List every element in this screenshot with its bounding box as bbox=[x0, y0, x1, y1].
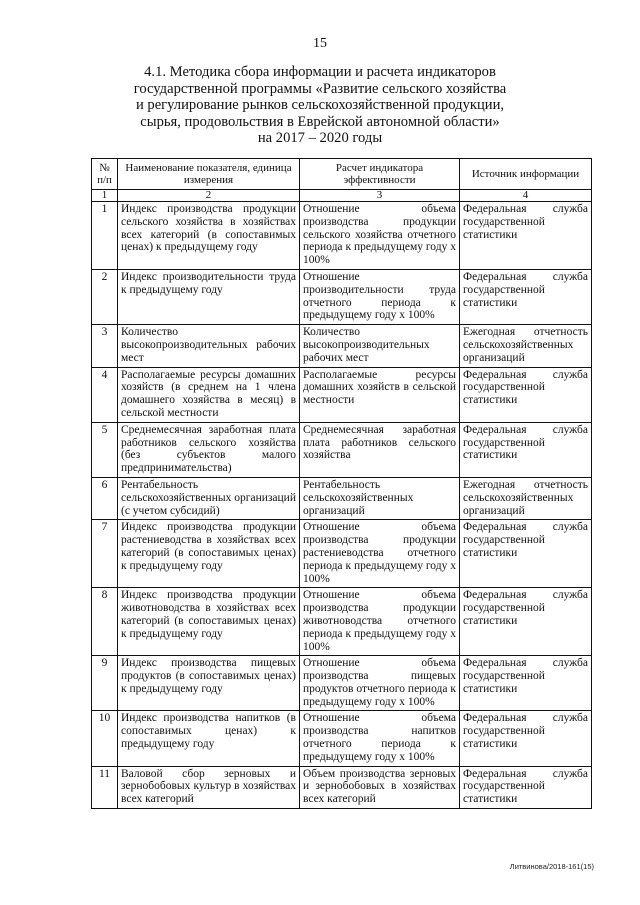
table-row bbox=[92, 325, 592, 367]
information-source: Федеральная служба государственной статистики bbox=[460, 367, 592, 422]
table-row bbox=[92, 520, 592, 588]
indicator-calculation: Отношение объема производства продукции сельского хозяйства отчетного периода к предыдущему году х 100% bbox=[300, 202, 460, 270]
column-number: 1 bbox=[92, 190, 118, 202]
table-row bbox=[92, 202, 592, 270]
row-number: 3 bbox=[92, 325, 118, 367]
row-number: 1 bbox=[92, 202, 118, 270]
indicator-name: Располагаемые ресурсы домашних хозяйств (в среднем на 1 члена домашнего хозяйства в месяц) в сельской местности bbox=[118, 367, 300, 422]
indicator-name: Индекс производительности труда к предыдущему году bbox=[118, 269, 300, 324]
title-line: государственной программы «Развитие сельского хозяйства bbox=[133, 80, 507, 97]
row-number: 9 bbox=[92, 656, 118, 711]
row-number: 6 bbox=[92, 477, 118, 519]
information-source: Федеральная служба государственной статистики bbox=[460, 656, 592, 711]
title-line: и регулирование рынков сельскохозяйственной продукции, bbox=[135, 97, 505, 113]
indicators-table bbox=[91, 158, 592, 809]
indicator-calculation: Отношение объема производства напитков отчетного периода к предыдущему году х 100% bbox=[300, 711, 460, 766]
indicator-name: Индекс производства напитков (в сопоставимых ценах) к предыдущему году bbox=[118, 711, 300, 766]
indicator-name: Индекс производства пищевых продуктов (в сопоставимых ценах) к предыдущему году bbox=[118, 656, 300, 711]
column-number: 3 bbox=[300, 190, 460, 202]
information-source: Федеральная служба государственной статистики bbox=[460, 202, 592, 270]
information-source: Федеральная служба государственной статистики bbox=[460, 422, 592, 477]
row-number: 2 bbox=[92, 269, 118, 324]
indicator-calculation: Среднемесячная заработная плата работников сельского хозяйства bbox=[300, 422, 460, 477]
indicator-calculation: Отношение производительности труда отчетного периода к предыдущему году х 100% bbox=[300, 269, 460, 324]
indicator-name: Среднемесячная заработная плата работников сельского хозяйства (без субъектов малого предпринимательства) bbox=[118, 422, 300, 477]
table-row bbox=[92, 711, 592, 766]
table-row bbox=[92, 367, 592, 422]
information-source: Федеральная служба государственной статистики bbox=[460, 766, 592, 808]
indicator-name: Индекс производства продукции растениеводства в хозяйствах всех категорий (в сопоставимых ценах) к предыдущему году bbox=[118, 520, 300, 588]
indicator-name: Рентабельность сельскохозяйственных организаций (с учетом субсидий) bbox=[118, 477, 300, 519]
header-calculation: Расчет индикатора эффективности bbox=[300, 159, 460, 190]
row-number: 11 bbox=[92, 766, 118, 808]
header-source: Источник информации bbox=[460, 159, 592, 190]
row-number: 10 bbox=[92, 711, 118, 766]
indicator-name: Валовой сбор зерновых и зернобобовых культур в хозяйствах всех категорий bbox=[118, 766, 300, 808]
information-source: Федеральная служба государственной статистики bbox=[460, 711, 592, 766]
table-row bbox=[92, 477, 592, 519]
information-source: Федеральная служба государственной статистики bbox=[460, 520, 592, 588]
indicator-calculation: Располагаемые ресурсы домашних хозяйств в сельской местности bbox=[300, 367, 460, 422]
indicator-calculation: Отношение объема производства продукции животноводства отчетного периода к предыдущему году х 100% bbox=[300, 588, 460, 656]
indicator-calculation: Количество высокопроизводительных рабочих мест bbox=[300, 325, 460, 367]
information-source: Ежегодная отчетность сельскохозяйственных организаций bbox=[460, 325, 592, 367]
row-number: 4 bbox=[92, 367, 118, 422]
footer-document-code: Литвинова/2018-161(15) bbox=[509, 862, 594, 871]
indicator-name: Индекс производства продукции сельского хозяйства в хозяйствах всех категорий (в сопоставимых ценах) к предыдущему году bbox=[118, 202, 300, 270]
table-row bbox=[92, 422, 592, 477]
indicator-name: Количество высокопроизводительных рабочих мест bbox=[118, 325, 300, 367]
table-row bbox=[92, 588, 592, 656]
header-number: № п/п bbox=[92, 159, 118, 190]
column-number: 2 bbox=[118, 190, 300, 202]
title-line: 4.1. Методика сбора информации и расчета индикаторов bbox=[144, 64, 496, 80]
column-number: 4 bbox=[460, 190, 592, 202]
header-indicator-name: Наименование показателя, единица измерения bbox=[118, 159, 300, 190]
table-row bbox=[92, 269, 592, 324]
information-source: Ежегодная отчетность сельскохозяйственных организаций bbox=[460, 477, 592, 519]
indicator-calculation: Отношение объема производства продукции растениеводства отчетного периода к предыдущему году х 100% bbox=[300, 520, 460, 588]
title-line: на 2017 – 2020 годы bbox=[257, 130, 383, 146]
indicator-calculation: Отношение объема производства пищевых продуктов отчетного периода к предыдущему году х 100% bbox=[300, 656, 460, 711]
page-number: 15 bbox=[313, 36, 327, 51]
row-number: 8 bbox=[92, 588, 118, 656]
title-line: сырья, продовольствия в Еврейской автономной области» bbox=[140, 113, 500, 130]
indicator-calculation: Рентабельность сельскохозяйственных организаций bbox=[300, 477, 460, 519]
table-row bbox=[92, 766, 592, 808]
table-row bbox=[92, 656, 592, 711]
table-header-row bbox=[92, 159, 592, 190]
information-source: Федеральная служба государственной статистики bbox=[460, 269, 592, 324]
indicator-calculation: Объем производства зерновых и зернобобовых в хозяйствах всех категорий bbox=[300, 766, 460, 808]
row-number: 7 bbox=[92, 520, 118, 588]
column-number-row bbox=[92, 190, 592, 202]
section-title bbox=[110, 64, 530, 147]
row-number: 5 bbox=[92, 422, 118, 477]
information-source: Федеральная служба государственной статистики bbox=[460, 588, 592, 656]
indicator-name: Индекс производства продукции животноводства в хозяйствах всех категорий (в сопоставимых ценах) к предыдущему году bbox=[118, 588, 300, 656]
